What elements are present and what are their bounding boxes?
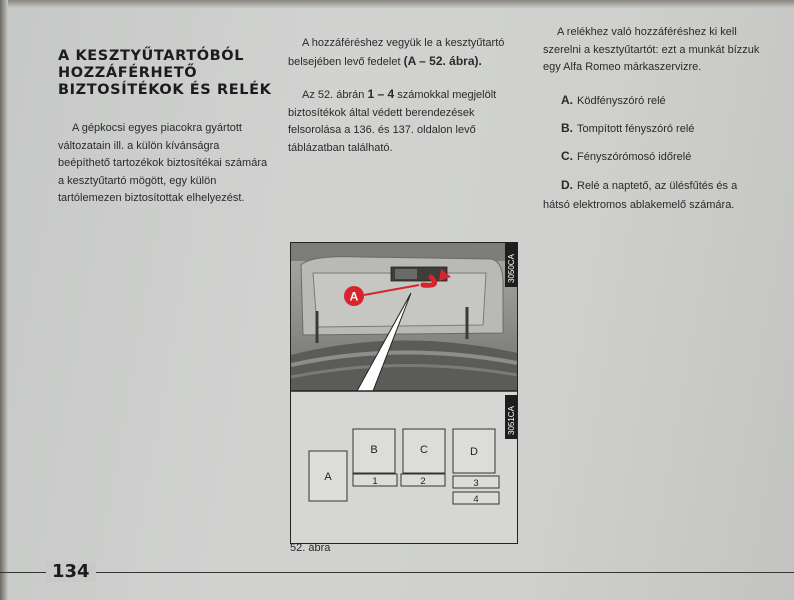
fuse-text-a: Az 52. ábrán xyxy=(302,89,365,101)
fuse-range: 1 – 4 xyxy=(367,87,395,101)
fuse-slot-2-label: 2 xyxy=(420,476,426,487)
heading-line-2: HOZZÁFÉRHETŐ xyxy=(58,65,198,81)
relay-label: Tompított fényszóró relé xyxy=(577,123,695,135)
fuse-text-b: számokkal megjelölt biztosítékok által védett berendezések felsorolása a 136. és 137. oldalon levő táblázatban található. xyxy=(288,89,497,154)
relay-key: D. xyxy=(561,178,573,192)
relay-box-d-label: D xyxy=(470,446,478,458)
fuse-diagram xyxy=(291,243,517,543)
relay-item-c xyxy=(561,149,691,163)
fuse-slot-1-label: 1 xyxy=(372,476,378,487)
figure-caption: 52. ábra xyxy=(290,542,331,554)
relay-intro: A relékhez való hozzáféréshez ki kell szerelni a kesztyűtartót: ezt a munkát bízzuk egy Alfa Romeo márkaszervizre. xyxy=(543,26,760,73)
relay-item-b xyxy=(561,121,694,135)
intro-paragraph: A gépkocsi egyes piacokra gyártott változatain ill. a külön kívánságra beépíthető tartozékok biztosítékai számára a kesztyűtartó mögött, egy külön tartólemezen biztosítottak elhelyezést. xyxy=(58,122,268,204)
page-number: 134 xyxy=(46,561,96,582)
relay-key: A. xyxy=(561,93,573,107)
figure-code-bottom: 3051CA xyxy=(507,406,516,435)
heading-line-1: A KESZTYŰTARTÓBÓL xyxy=(58,48,245,64)
figure-code-top: 3050CA xyxy=(507,254,516,283)
heading-line-3: BIZTOSÍTÉKOK ÉS RELÉK xyxy=(58,82,272,98)
page-shadow-left xyxy=(0,0,8,600)
access-paragraph xyxy=(288,35,510,71)
fuse-slot-4-label: 4 xyxy=(473,494,479,505)
relay-label: Fényszórómosó időrelé xyxy=(577,151,692,163)
fuse-slot-3-label: 3 xyxy=(473,478,479,489)
figure-52 xyxy=(290,242,518,544)
relay-key: B. xyxy=(561,121,573,135)
relay-item-a xyxy=(561,93,666,107)
section-heading xyxy=(58,48,278,99)
relay-item-d xyxy=(543,176,765,215)
relay-box-c-label: C xyxy=(420,444,428,456)
relay-label: Relé a naptető, az ülésfűtés és a hátsó elektromos ablakemelő számára. xyxy=(543,180,738,211)
relay-label: Ködfényszóró relé xyxy=(577,95,666,107)
relay-box-a-label: A xyxy=(324,471,332,483)
access-text: A hozzáféréshez vegyük le a kesztyűtartó belsejében levő fedelet xyxy=(288,37,505,68)
footer-rule xyxy=(0,572,794,573)
access-ref: (A – 52. ábra). xyxy=(403,53,482,68)
relay-box-b-label: B xyxy=(370,444,378,456)
page-shadow-top xyxy=(0,0,794,8)
fuse-list-paragraph xyxy=(288,86,510,157)
callout-label: A xyxy=(349,289,359,304)
relay-key: C. xyxy=(561,149,573,163)
